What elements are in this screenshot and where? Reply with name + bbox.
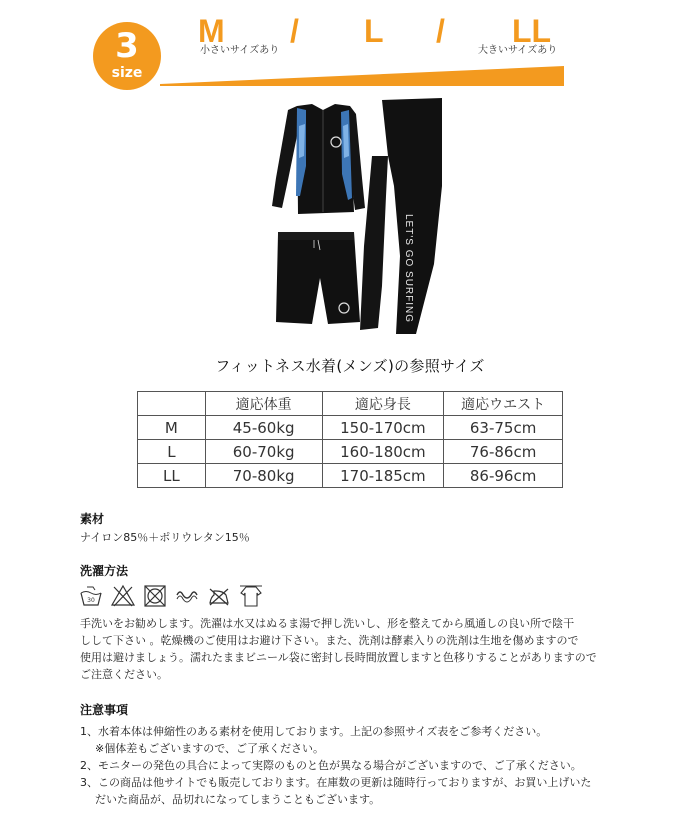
note-item-1-sub: ※個体差もございますので、ご了承ください。 [95,742,324,755]
table-row [138,440,563,464]
washing-line: 使用は避けましょう。濡れたままビニール袋に密封し長時間放置しますと色移りすることがありますので [80,651,597,664]
hand-wash-30-icon [78,583,104,609]
table-header-cell: 適応ウエスト [444,392,563,416]
size-table-title: フィットネス水着(メンズ)の参照サイズ [215,357,485,375]
size-label-l: L [364,13,384,49]
table-cell: M [138,416,206,440]
table-cell: 160-180cm [322,440,444,464]
notes-heading: 注意事項 [80,703,129,717]
table-cell: 86-96cm [444,464,563,488]
table-cell: 170-185cm [322,464,444,488]
size-label-ll: LL [512,13,552,49]
table-row [138,416,563,440]
no-bleach-icon [110,583,136,609]
table-cell: 150-170cm [322,416,444,440]
table-cell: 76-86cm [444,440,563,464]
washing-line: ご注意ください。 [80,668,168,681]
no-tumble-dry-icon [142,583,168,609]
swimsuit-set-image [250,96,460,340]
table-row [138,464,563,488]
care-symbols [78,583,262,609]
table-cell: 63-75cm [444,416,563,440]
small-size-note: 小さいサイズあり [200,45,280,56]
size-badge-label: size [111,65,143,81]
table-header-cell [138,392,206,416]
wring-gently-icon [174,583,200,609]
note-item-3: 3、この商品は他サイトでも販売しております。在庫数の更新は随時行っておりますが、お買い上げいた [80,776,592,789]
washing-line: しして下さい 。乾燥機のご使用はお避け下さい。また、洗剤は酵素入りの洗剤は生地を傷めますので [80,634,579,647]
material-heading: 素材 [80,512,105,526]
table-cell: L [138,440,206,464]
rash-guard-jacket [272,104,365,214]
table-cell: 45-60kg [205,416,322,440]
table-cell: LL [138,464,206,488]
note-item-3-sub: だいた商品が、品切れになってしまうこともございます。 [95,793,381,806]
notes-list [80,723,640,808]
material-text: ナイロン85％＋ポリウレタン15％ [80,531,250,544]
leggings-print-text: LET'S GO SURFING [403,214,414,324]
table-header-row [138,392,563,416]
orange-wedge-band [160,64,568,90]
size-separator: / [436,13,445,49]
table-header-cell: 適応身長 [322,392,444,416]
table-cell: 70-80kg [205,464,322,488]
washing-line: 手洗いをお勧めします。洗濯は水又はぬるま湯で押し洗いし、形を整えてから風通しの良い所で陰干 [80,617,575,630]
swim-shorts [276,232,360,324]
note-item-1: 1、水着本体は伸縮性のある素材を使用しております。上記の参照サイズ表をご参考ください。 [80,725,548,738]
swim-leggings [360,98,442,334]
note-item-2: 2、モニターの発色の具合によって実際のものと色が異なる場合がございますので、ご了承ください。 [80,759,582,772]
size-badge-number: 3 [115,26,139,66]
line-dry-icon [238,583,264,609]
large-size-note: 大きいサイズあり [478,45,558,56]
size-separator: / [290,13,299,49]
washing-instructions [80,615,640,683]
washing-heading: 洗濯方法 [80,564,129,578]
size-label-m: M [198,13,225,49]
size-badge [93,22,161,90]
table-cell: 60-70kg [205,440,322,464]
size-reference-table [137,391,563,488]
no-iron-icon [206,583,232,609]
table-header-cell: 適応体重 [205,392,322,416]
wash-temperature: 30 [87,597,95,604]
